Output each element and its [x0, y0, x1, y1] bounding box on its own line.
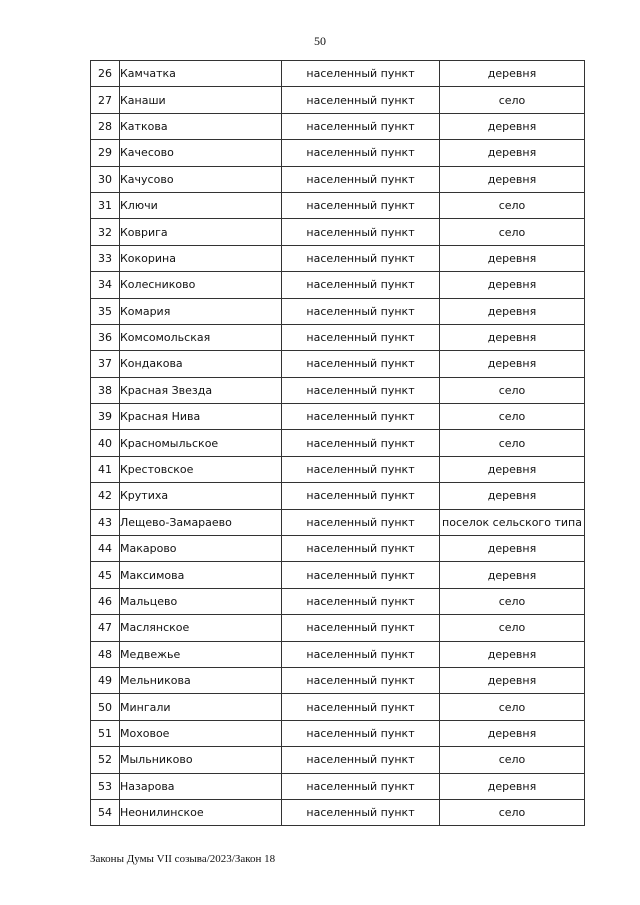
- settlement-type-cell: деревня: [440, 667, 585, 693]
- row-number-cell: 45: [91, 562, 120, 588]
- table-row: [91, 430, 585, 456]
- table-row: [91, 694, 585, 720]
- table-row: [91, 641, 585, 667]
- settlement-type-cell: деревня: [440, 536, 585, 562]
- settlement-type-cell: поселок сельского типа: [440, 509, 585, 535]
- row-number-cell: 49: [91, 667, 120, 693]
- settlement-name-cell: Маслянское: [120, 615, 282, 641]
- row-number-cell: 38: [91, 377, 120, 403]
- table-row: [91, 351, 585, 377]
- table-row: [91, 404, 585, 430]
- settlement-type-cell: село: [440, 430, 585, 456]
- row-number-cell: 26: [91, 61, 120, 87]
- settlement-name-cell: Крутиха: [120, 483, 282, 509]
- table-row: [91, 799, 585, 825]
- page-number: 50: [314, 34, 326, 48]
- settlement-type-cell: деревня: [440, 483, 585, 509]
- settlement-type-cell: село: [440, 87, 585, 113]
- table-row: [91, 298, 585, 324]
- settlement-kind-cell: населенный пункт: [282, 351, 440, 377]
- settlement-name-cell: Моховое: [120, 720, 282, 746]
- settlement-type-cell: деревня: [440, 456, 585, 482]
- settlement-name-cell: Комсомольская: [120, 324, 282, 350]
- table-row: [91, 61, 585, 87]
- settlement-type-cell: деревня: [440, 113, 585, 139]
- settlement-name-cell: Неонилинское: [120, 799, 282, 825]
- table-row: [91, 773, 585, 799]
- settlement-type-cell: деревня: [440, 298, 585, 324]
- row-number-cell: 44: [91, 536, 120, 562]
- settlement-name-cell: Ключи: [120, 192, 282, 218]
- settlement-type-cell: село: [440, 615, 585, 641]
- table-row: [91, 324, 585, 350]
- row-number-cell: 48: [91, 641, 120, 667]
- table-row: [91, 720, 585, 746]
- settlement-type-cell: деревня: [440, 61, 585, 87]
- settlement-kind-cell: населенный пункт: [282, 272, 440, 298]
- row-number-cell: 53: [91, 773, 120, 799]
- table-row: [91, 588, 585, 614]
- settlement-name-cell: Крестовское: [120, 456, 282, 482]
- settlement-name-cell: Канаши: [120, 87, 282, 113]
- settlement-kind-cell: населенный пункт: [282, 113, 440, 139]
- row-number-cell: 30: [91, 166, 120, 192]
- row-number-cell: 29: [91, 140, 120, 166]
- row-number-cell: 37: [91, 351, 120, 377]
- settlement-name-cell: Лещево-Замараево: [120, 509, 282, 535]
- table-row: [91, 192, 585, 218]
- settlement-kind-cell: населенный пункт: [282, 720, 440, 746]
- settlement-kind-cell: населенный пункт: [282, 747, 440, 773]
- settlement-kind-cell: населенный пункт: [282, 87, 440, 113]
- settlement-type-cell: село: [440, 694, 585, 720]
- table-row: [91, 615, 585, 641]
- settlement-kind-cell: населенный пункт: [282, 404, 440, 430]
- settlement-name-cell: Красная Нива: [120, 404, 282, 430]
- settlement-kind-cell: населенный пункт: [282, 298, 440, 324]
- row-number-cell: 33: [91, 245, 120, 271]
- settlement-name-cell: Кондакова: [120, 351, 282, 377]
- settlement-kind-cell: населенный пункт: [282, 377, 440, 403]
- settlement-type-cell: деревня: [440, 140, 585, 166]
- settlement-name-cell: Каткова: [120, 113, 282, 139]
- table-row: [91, 667, 585, 693]
- settlement-name-cell: Мыльниково: [120, 747, 282, 773]
- row-number-cell: 36: [91, 324, 120, 350]
- settlement-type-cell: село: [440, 377, 585, 403]
- settlement-type-cell: деревня: [440, 351, 585, 377]
- settlement-kind-cell: населенный пункт: [282, 219, 440, 245]
- settlement-type-cell: село: [440, 588, 585, 614]
- settlement-kind-cell: населенный пункт: [282, 192, 440, 218]
- row-number-cell: 42: [91, 483, 120, 509]
- settlement-kind-cell: населенный пункт: [282, 245, 440, 271]
- row-number-cell: 41: [91, 456, 120, 482]
- settlements-table: [90, 60, 585, 826]
- settlement-kind-cell: населенный пункт: [282, 430, 440, 456]
- settlement-kind-cell: населенный пункт: [282, 140, 440, 166]
- settlement-kind-cell: населенный пункт: [282, 641, 440, 667]
- row-number-cell: 39: [91, 404, 120, 430]
- settlement-type-cell: деревня: [440, 324, 585, 350]
- table-row: [91, 219, 585, 245]
- table-row: [91, 140, 585, 166]
- settlement-name-cell: Комария: [120, 298, 282, 324]
- row-number-cell: 35: [91, 298, 120, 324]
- settlement-name-cell: Мингали: [120, 694, 282, 720]
- settlement-type-cell: село: [440, 192, 585, 218]
- settlement-kind-cell: населенный пункт: [282, 536, 440, 562]
- row-number-cell: 50: [91, 694, 120, 720]
- row-number-cell: 28: [91, 113, 120, 139]
- settlement-type-cell: деревня: [440, 245, 585, 271]
- settlement-name-cell: Коврига: [120, 219, 282, 245]
- settlement-kind-cell: населенный пункт: [282, 324, 440, 350]
- settlement-kind-cell: населенный пункт: [282, 588, 440, 614]
- row-number-cell: 40: [91, 430, 120, 456]
- table-row: [91, 272, 585, 298]
- settlement-kind-cell: населенный пункт: [282, 166, 440, 192]
- settlement-type-cell: деревня: [440, 272, 585, 298]
- row-number-cell: 27: [91, 87, 120, 113]
- table-body: [91, 61, 585, 826]
- settlement-name-cell: Камчатка: [120, 61, 282, 87]
- table-row: [91, 562, 585, 588]
- settlement-type-cell: деревня: [440, 773, 585, 799]
- table-row: [91, 166, 585, 192]
- row-number-cell: 31: [91, 192, 120, 218]
- settlement-kind-cell: населенный пункт: [282, 615, 440, 641]
- settlement-kind-cell: населенный пункт: [282, 61, 440, 87]
- settlement-kind-cell: населенный пункт: [282, 773, 440, 799]
- row-number-cell: 52: [91, 747, 120, 773]
- footer-reference: Законы Думы VII созыва/2023/Закон 18: [90, 853, 276, 865]
- row-number-cell: 54: [91, 799, 120, 825]
- settlement-name-cell: Кокорина: [120, 245, 282, 271]
- row-number-cell: 47: [91, 615, 120, 641]
- table-row: [91, 87, 585, 113]
- settlement-name-cell: Назарова: [120, 773, 282, 799]
- settlement-name-cell: Красномыльское: [120, 430, 282, 456]
- row-number-cell: 46: [91, 588, 120, 614]
- settlement-type-cell: село: [440, 219, 585, 245]
- settlement-type-cell: деревня: [440, 166, 585, 192]
- table-row: [91, 509, 585, 535]
- settlement-kind-cell: населенный пункт: [282, 509, 440, 535]
- table-row: [91, 747, 585, 773]
- settlement-type-cell: село: [440, 799, 585, 825]
- table-row: [91, 113, 585, 139]
- settlement-name-cell: Максимова: [120, 562, 282, 588]
- table-row: [91, 245, 585, 271]
- settlement-type-cell: деревня: [440, 562, 585, 588]
- settlement-name-cell: Медвежье: [120, 641, 282, 667]
- settlement-kind-cell: населенный пункт: [282, 562, 440, 588]
- table-row: [91, 536, 585, 562]
- row-number-cell: 32: [91, 219, 120, 245]
- settlement-type-cell: село: [440, 747, 585, 773]
- settlement-name-cell: Красная Звезда: [120, 377, 282, 403]
- row-number-cell: 51: [91, 720, 120, 746]
- table-row: [91, 377, 585, 403]
- settlement-name-cell: Колесниково: [120, 272, 282, 298]
- settlement-kind-cell: населенный пункт: [282, 667, 440, 693]
- table-row: [91, 483, 585, 509]
- row-number-cell: 43: [91, 509, 120, 535]
- settlement-type-cell: деревня: [440, 720, 585, 746]
- settlement-name-cell: Мельникова: [120, 667, 282, 693]
- settlement-kind-cell: населенный пункт: [282, 483, 440, 509]
- settlement-kind-cell: населенный пункт: [282, 694, 440, 720]
- settlement-kind-cell: населенный пункт: [282, 799, 440, 825]
- settlement-name-cell: Качусово: [120, 166, 282, 192]
- settlement-name-cell: Мальцево: [120, 588, 282, 614]
- table-row: [91, 456, 585, 482]
- row-number-cell: 34: [91, 272, 120, 298]
- settlement-type-cell: село: [440, 404, 585, 430]
- settlement-name-cell: Макарово: [120, 536, 282, 562]
- settlement-type-cell: деревня: [440, 641, 585, 667]
- settlement-name-cell: Качесово: [120, 140, 282, 166]
- settlement-kind-cell: населенный пункт: [282, 456, 440, 482]
